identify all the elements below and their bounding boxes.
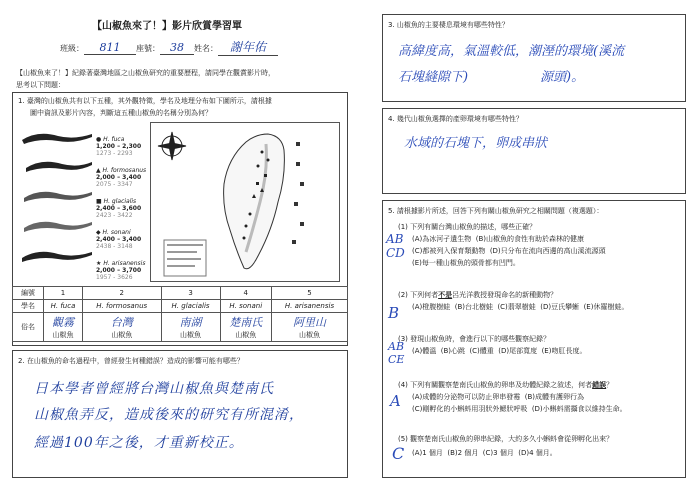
emphasis-text: 不是 (438, 291, 453, 299)
suffix-text: 山椒魚 (180, 331, 202, 339)
seat-value: 38 (160, 41, 194, 55)
q3-answer-line-2: 石塊縫隙下) (398, 70, 469, 85)
q2-answer-line-3: 經過100年之後，才重新校正。 (34, 435, 244, 451)
table-cell: H. arisanensis (272, 300, 348, 313)
option: (A)成體的分泌物可以防止卵串發霉 (412, 393, 521, 401)
q4-answer: 水域的石塊下，卵成串狀 (404, 136, 548, 151)
option: (D)4 個月。 (518, 449, 557, 457)
sub2-options (412, 302, 628, 312)
sub1-options-line-1 (412, 234, 584, 244)
taiwan-distribution-map (150, 122, 340, 282)
q2-answer-line-1: 日本學者曾經將台灣山椒魚與楚南氏 (34, 381, 274, 397)
option: (B)山椒魚的食性有助於森林的健康 (475, 235, 584, 243)
option: (D)小蝌蚪需攝食以維持生命。 (531, 405, 627, 413)
table-cell: 1 (44, 287, 83, 300)
q5-text: 5. 請根據影片所述，回答下列有關山椒魚研究之相關問題（複選題）： (388, 207, 604, 215)
suffix-text: 山椒魚 (52, 331, 74, 339)
option: (C)翡翠樹蛙 (497, 303, 536, 311)
answer-cell (220, 313, 271, 342)
option: (A)體溫 (412, 347, 437, 355)
table-cell: 4 (220, 287, 271, 300)
emphasis-text: 錯誤 (592, 381, 607, 389)
sub5-options (412, 448, 557, 458)
table-cell: H. glacialis (161, 300, 220, 313)
legend-dot-3: ■ (96, 198, 102, 205)
q1-line-1: 1. 臺灣的山椒魚共有以下五種，其外觀特徵，學名及地理分布如下圖所示，請根據 (18, 97, 272, 105)
option: (C)剛孵化的小蝌蚪用羽狀外鰓狀呼吸 (412, 405, 528, 413)
option: (A)1 個月 (412, 449, 443, 457)
sub3-answer: AB CE (388, 340, 405, 366)
q3-answer-line-3: 源頭)。 (540, 70, 585, 85)
option: (E)吻肛長度。 (541, 347, 587, 355)
option: (E)休羅樹蛙。 (583, 303, 629, 311)
answer-text: 楚南氏 (229, 316, 263, 329)
sub2-answer: B (388, 304, 400, 322)
table-cell: H. formosanus (82, 300, 161, 313)
table-cell: 2 (82, 287, 161, 300)
option: (B)2 個月 (447, 449, 479, 457)
legend-dot-5: ★ (96, 260, 102, 267)
compass-rose-icon (158, 132, 186, 160)
suffix-text: 山椒魚 (299, 331, 320, 339)
option: (D)尾部寬度 (498, 347, 538, 355)
table-cell: 5 (272, 287, 348, 300)
option: (B)台北樹蛙 (454, 303, 493, 311)
sub1-options-line-2 (412, 246, 606, 256)
sub3-question: (3) 發現山椒魚時，會進行以下的哪些觀察紀錄？ (398, 335, 551, 343)
option: (B)成體有護卵行為 (524, 393, 584, 401)
option: (A)為冰河孑遺生物 (412, 235, 472, 243)
q4-text: 4. 幾代山椒魚選擇的產卵環境有哪些特性？ (388, 115, 523, 123)
sub3-options (412, 346, 586, 356)
option: (A)橙腹樹蛙 (412, 303, 451, 311)
sub5-question: (5) 觀察楚南氏山椒魚的卵串紀錄，大約多久小蝌蚪會從卵孵化出來？ (398, 435, 614, 443)
sub4-options-line-1 (412, 392, 584, 402)
q3-answer-line-1: 高緯度高，氣溫較低，潮溼的環境(溪流 (398, 44, 625, 59)
table-cell: 3 (161, 287, 220, 300)
name-value: 謝年佑 (218, 38, 278, 56)
sub1-question: (1) 下列有關台灣山椒魚的描述，哪些正確？ (398, 223, 537, 231)
sub4-options-line-2 (412, 404, 627, 414)
intro-line-1: 【山椒魚來了！】紀錄著臺灣地區之山椒魚研究的重要歷程，請同學在觀賞影片時， (16, 69, 275, 77)
student-info (60, 38, 278, 56)
option: (C)3 個月 (482, 449, 514, 457)
legend-dot-2: ▲ (96, 167, 101, 174)
sub4-answer: A (390, 392, 401, 410)
q1-line-2: 圖中資訊及影片內容，判斷這五種山椒魚的名稱分別為何？ (30, 109, 212, 117)
question-text: 呂光洋教授發現命名的新種動物？ (452, 291, 558, 299)
option: (D)只分布在流向西邊的高山溪流源頭 (489, 247, 606, 255)
answer-cell (272, 313, 348, 342)
sub2-question (398, 290, 557, 300)
legend-dot-1: ● (96, 136, 102, 143)
intro-line-2: 思考以下問題： (16, 81, 65, 89)
q2-text: 2. 在山椒魚的命名過程中，曾經發生何種錯誤？造成的影響可能有哪些？ (18, 357, 244, 365)
option: (B)心跳 (440, 347, 465, 355)
legend-dot-4: ◆ (96, 229, 101, 236)
table-cell: H. sonani (220, 300, 271, 313)
answer-text: 台灣 (110, 316, 133, 329)
species-legend: ● H. fuca 1,200 – 2,300 1273 - 2293 ▲ H. formosanus 2,000 – 3,400 2075 - 3347 ■ H. glacialis 2,400 – 3,600 2423 - 3422 ◆ H. sonani 2,400 – 3,400 2438 - 3148 ★ H. arisanensis 2,000 – 3,700 1957 - 3626 (96, 136, 147, 281)
class-value: 811 (84, 41, 136, 55)
option: (E)每一種山椒魚的頭骨都有凹門。 (412, 259, 520, 267)
table-row-label: 編號 (13, 287, 44, 300)
q3-text: 3. 山椒魚的主要棲息環境有哪些特性？ (388, 21, 509, 29)
sub4-question (398, 380, 613, 390)
table-row-label: 俗名 (13, 313, 44, 342)
answer-cell (44, 313, 83, 342)
name-label: 姓名： (194, 44, 218, 53)
seat-label: 座號： (136, 44, 160, 53)
answer-text: 觀霧 (51, 316, 74, 329)
table-row-label: 學名 (13, 300, 44, 313)
class-label: 班級： (60, 44, 84, 53)
suffix-text: 山椒魚 (235, 331, 257, 339)
suffix-text: 山椒魚 (111, 331, 133, 339)
sub1-answer: AB CD (386, 232, 405, 260)
option: (C)體重 (469, 347, 494, 355)
answer-text: 南湖 (179, 316, 202, 329)
option: (C)都被列入保育類動物 (412, 247, 486, 255)
option: (D)豆氏攀蜥 (540, 303, 580, 311)
salamander-illustrations (18, 124, 96, 276)
answer-cell (161, 313, 220, 342)
question-text: ？ (606, 381, 614, 389)
table-cell: H. fuca (44, 300, 83, 313)
question-text: (2) 下列何者 (398, 291, 439, 299)
sub5-answer: C (392, 444, 405, 463)
q2-answer-line-2: 山椒魚弄反，造成後來的研究有所混淆， (34, 407, 304, 423)
question-text: (4) 下列有關觀察楚南氏山椒魚的卵串及幼體紀錄之敘述，何者 (398, 381, 593, 389)
worksheet-title: 【山椒魚來了！】影片欣賞學習單 (92, 21, 242, 32)
species-table (12, 286, 348, 342)
answer-text: 阿里山 (293, 316, 326, 329)
answer-cell (82, 313, 161, 342)
